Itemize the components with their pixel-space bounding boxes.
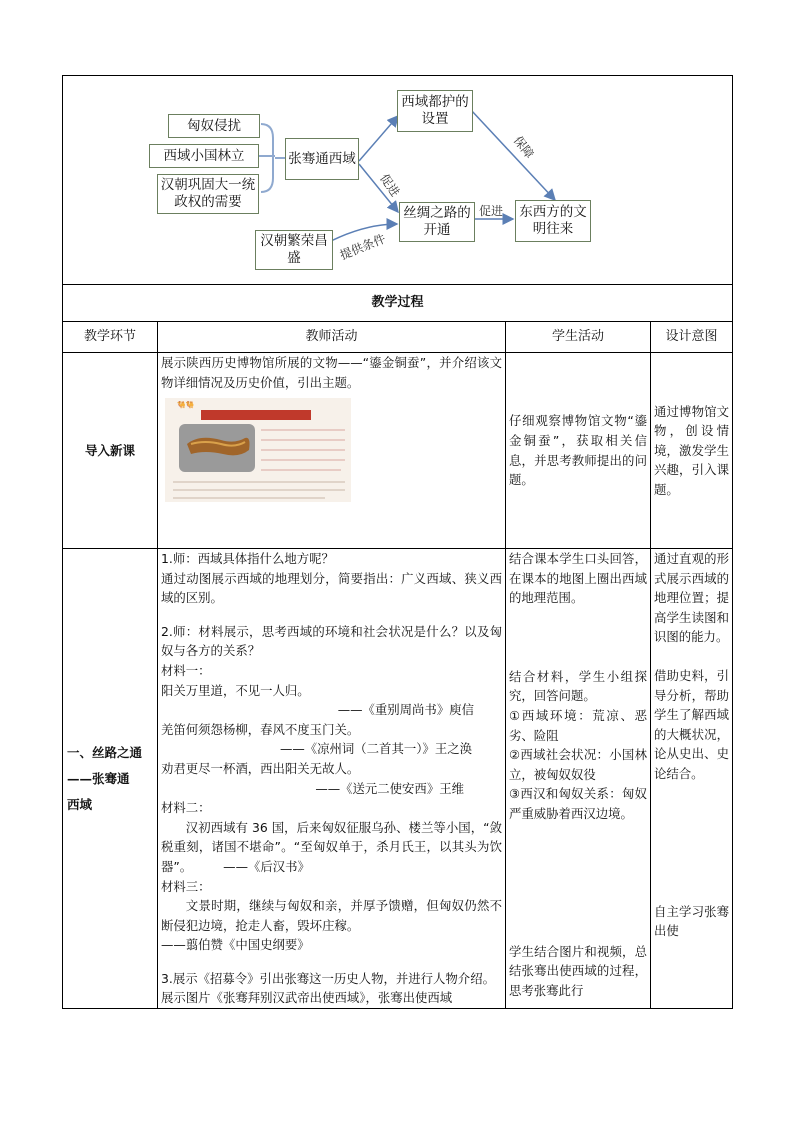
label-promote-a: 促进 (377, 171, 403, 200)
material1-label: 材料一： (161, 662, 211, 678)
s2-intro: 结合材料，学生小组探究，回答问题。 (509, 668, 647, 704)
row1-teacher-intro: 展示陕西历史博物馆所展的文物——“鎏金铜蚕”，并介绍该文物详细情况及历史价值，引出主题。 (161, 355, 502, 390)
label-promote-b: 促进 (479, 204, 504, 218)
row2-stage (63, 549, 158, 1009)
brace-left (261, 124, 273, 192)
material1-poem3: 劝君更尽一杯酒，西出阳关无故人。 (161, 760, 360, 776)
svg-text:🐫🐫: 🐫🐫 (177, 401, 195, 410)
artifact-image (165, 398, 351, 502)
row1-stage: 导入新课 (63, 353, 158, 549)
material3-text: 文景时期，继续与匈奴和亲，并厚予馈赠，但匈奴仍然不断侵犯边境，抢走人畜，毁坏庄稼。 (161, 898, 502, 933)
label-ensure: 保障 (510, 133, 537, 162)
row2-student (506, 549, 651, 1009)
box-protectorate: 西域都护的设置 (397, 90, 473, 132)
header-design: 设计意图 (651, 322, 733, 353)
material2-text: 汉初西域有 36 国，后来匈奴征服乌孙、楼兰等小国，“敛税重刻，诸国不堪命”。“至匈奴单于，杀月氏王，以其头为饮器”。 ——《后汉书》 (161, 819, 502, 874)
s2-b: ②西域社会状况：小国林立，被匈奴奴役 (509, 747, 647, 782)
box-exchange: 东西方的文明往来 (515, 200, 591, 242)
material1-source1: ——《重别周尚书》庾信 (337, 702, 474, 718)
row1-student: 仔细观察博物馆文物“鎏金铜蚕”，获取相关信息，并思考教师提出的问题。 (506, 353, 651, 549)
t2-question: 2.师：材料展示，思考西域的环境和社会状况是什么？以及匈奴与各方的关系？ (161, 623, 502, 659)
row2-teacher (158, 549, 506, 1009)
row2-stage-line1: 一、丝路之通 (67, 744, 143, 760)
header-stage: 教学环节 (63, 322, 158, 353)
material1-poem1: 阳关万里道，不见一人归。 (161, 682, 310, 698)
s2-c: ③西汉和匈奴关系：匈奴严重威胁着西汉边境。 (509, 786, 647, 821)
t1-answer: 通过动图展示西域的地理划分，简要指出：广义西域、狭义西域的区别。 (161, 570, 502, 606)
row2-stage-line3: 西域 (67, 796, 93, 812)
row2-stage-line2: ——张骞通 (67, 770, 130, 786)
header-teacher: 教师活动 (158, 322, 506, 353)
lesson-table (62, 75, 733, 1009)
material3-source: ——翦伯赞《中国史纲要》 (161, 937, 310, 953)
material1-poem2: 羌笛何须怨杨柳，春风不度玉门关。 (161, 721, 360, 737)
row1-design: 通过博物馆文物，创设情境，激发学生兴趣，引入课题。 (651, 353, 733, 549)
box-prosperity: 汉朝繁荣昌盛 (255, 230, 333, 270)
concept-diagram (63, 76, 733, 285)
row1-teacher (158, 353, 506, 549)
t1-question: 1.师：西域具体指什么地方呢？ (161, 551, 334, 566)
d1: 通过直观的形式展示西域的地理位置；提高学生读图和识图的能力。 (654, 551, 729, 645)
t3-intro: 3.展示《招募令》引出张骞这一历史人物，并进行人物介绍。 (161, 970, 495, 986)
arrow-protectorate-to-exchange (471, 110, 555, 200)
material2-label: 材料二： (161, 800, 211, 816)
silkworm-artifact-picture (165, 398, 351, 502)
box-han-need: 汉朝巩固大一统政权的需要 (157, 174, 259, 214)
s1: 结合课本学生口头回答，在课本的地图上圈出西域的地理范围。 (509, 551, 647, 606)
s2-a: ①西域环境：荒凉、恶劣、险阻 (509, 707, 647, 743)
box-xiongnu: 匈奴侵扰 (168, 114, 260, 138)
material1-source3: ——《送元二使安西》王维 (315, 780, 464, 796)
s3: 学生结合图片和视频，总结张骞出使西域的过程，思考张骞此行 (509, 943, 647, 998)
box-zhang-qian: 张骞通西域 (285, 138, 359, 180)
arrow-zhang-to-protectorate (359, 116, 398, 161)
box-small-states: 西域小国林立 (149, 144, 259, 168)
d3: 自主学习张骞出使 (654, 903, 729, 939)
d2: 借助史料，引导分析，帮助学生了解西域的大概状况，论从史出、史论结合。 (654, 667, 729, 781)
document-page (62, 75, 732, 1034)
header-student: 学生活动 (506, 322, 651, 353)
t3-image: 展示图片《张骞拜别汉武帝出使西域》，张骞出使西域 (161, 990, 453, 1006)
row2-design (651, 549, 733, 1009)
box-silk-road: 丝绸之路的开通 (399, 202, 475, 242)
material1-source2: ——《凉州词（二首其一）》王之涣 (279, 741, 472, 757)
label-provide: 提供条件 (337, 231, 388, 263)
material3-label: 材料三： (161, 878, 211, 894)
section-title: 教学过程 (63, 285, 733, 322)
